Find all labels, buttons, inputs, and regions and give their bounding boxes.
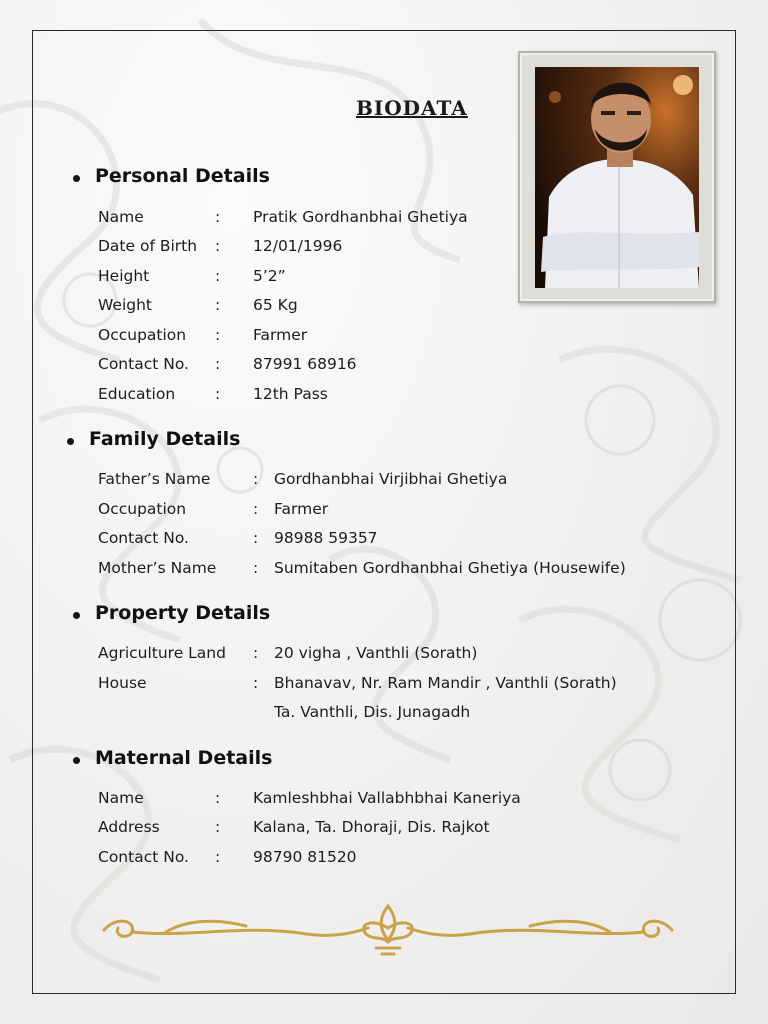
row-label: Date of Birth (98, 237, 198, 255)
row-colon: : (215, 355, 221, 373)
row-value: 98988 59357 (274, 529, 378, 547)
bullet-icon (73, 175, 80, 182)
row-colon: : (215, 385, 221, 403)
property-details-heading: Property Details (95, 602, 271, 624)
row-label: Mother’s Name (98, 559, 217, 577)
portrait-photo (535, 67, 699, 288)
row-value: Kamleshbhai Vallabhbhai Kaneriya (253, 789, 521, 807)
row-colon: : (253, 644, 259, 662)
page-title: BIODATA (356, 96, 468, 120)
family-details-heading: Family Details (89, 428, 241, 450)
row-colon: : (215, 326, 221, 344)
row-value: 20 vigha , Vanthli (Sorath) (274, 644, 478, 662)
row-label: Name (98, 208, 144, 226)
row-colon: : (215, 818, 221, 836)
row-colon: : (253, 529, 259, 547)
row-label: Occupation (98, 326, 187, 344)
row-label: Height (98, 267, 150, 285)
row-label: Name (98, 789, 144, 807)
row-value: Pratik Gordhanbhai Ghetiya (253, 208, 468, 226)
row-colon: : (215, 789, 221, 807)
row-value: 5’2” (253, 267, 286, 285)
row-value: Kalana, Ta. Dhoraji, Dis. Rajkot (253, 818, 490, 836)
row-label: Weight (98, 296, 153, 314)
row-label: Contact No. (98, 355, 189, 373)
row-colon: : (253, 674, 259, 692)
row-value: 65 Kg (253, 296, 298, 314)
row-colon: : (215, 267, 221, 285)
row-label: Occupation (98, 500, 187, 518)
row-value: Sumitaben Gordhanbhai Ghetiya (Housewife) (274, 559, 626, 577)
row-label: House (98, 674, 147, 692)
row-label: Father’s Name (98, 470, 211, 488)
row-colon: : (253, 470, 259, 488)
row-colon: : (215, 208, 221, 226)
row-colon: : (253, 559, 259, 577)
row-value: 87991 68916 (253, 355, 357, 373)
bullet-icon (67, 438, 74, 445)
row-colon: : (253, 500, 259, 518)
row-value: Bhanavav, Nr. Ram Mandir , Vanthli (Sorath) (274, 674, 617, 692)
row-value: Ta. Vanthli, Dis. Junagadh (274, 703, 471, 721)
row-value: 98790 81520 (253, 848, 357, 866)
row-value: Gordhanbhai Virjibhai Ghetiya (274, 470, 508, 488)
photo-frame (518, 51, 716, 303)
maternal-details-heading: Maternal Details (95, 747, 273, 769)
row-value: 12/01/1996 (253, 237, 343, 255)
row-label: Agriculture Land (98, 644, 226, 662)
row-label: Contact No. (98, 848, 189, 866)
bullet-icon (73, 757, 80, 764)
row-label: Address (98, 818, 160, 836)
row-label: Education (98, 385, 176, 403)
bullet-icon (73, 612, 80, 619)
gold-ornament-divider-icon (96, 898, 680, 960)
row-colon: : (215, 237, 221, 255)
row-colon: : (215, 296, 221, 314)
row-value: 12th Pass (253, 385, 328, 403)
row-value: Farmer (253, 326, 308, 344)
row-colon: : (215, 848, 221, 866)
personal-details-heading: Personal Details (95, 165, 270, 187)
row-value: Farmer (274, 500, 329, 518)
row-label: Contact No. (98, 529, 189, 547)
